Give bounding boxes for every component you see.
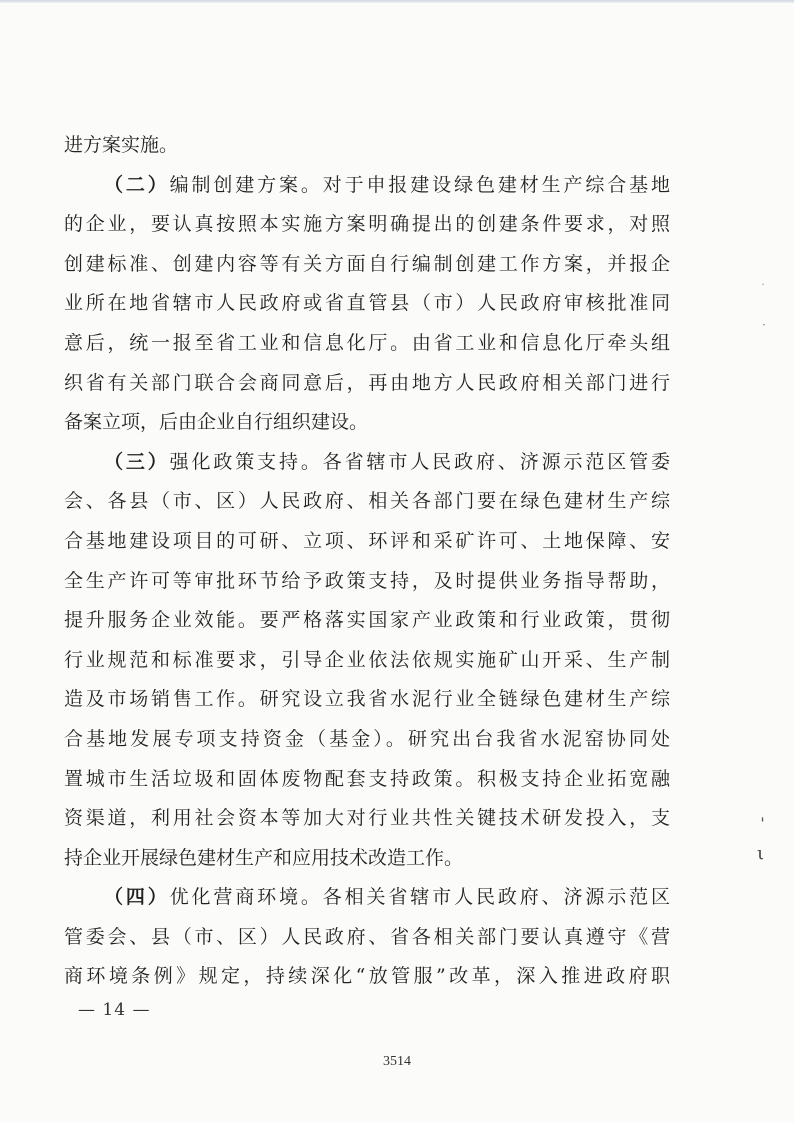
section-text: 强化政策支持。各省辖市人民政府、济源示范区管委 [169,450,670,473]
scan-artifact-icon: ι [757,843,765,864]
scan-artifact-icon: · [762,318,766,332]
text-line: 商环境条例》规定，持续深化“放管服”改革，深入推进政府职 [64,965,670,988]
text-line: 合基地发展专项支持资金（基金）。研究出台我省水泥窑协同处 [64,727,670,750]
section-heading-line [64,166,670,206]
text-line: 行业规范和标准要求，引导企业依法依规实施矿山开采、生产制 [64,648,670,671]
section-text: 编制创建方案。对于申报建设绿色建材生产综合基地 [169,173,670,196]
text-line: 合基地建设项目的可研、立项、环评和采矿许可、土地保障、安 [64,529,670,552]
text-line: 意后，统一报至省工业和信息化厅。由省工业和信息化厅牵头组 [64,331,670,354]
scan-artifact-icon: ˈ [760,815,765,836]
text-line: 织省有关部门联合会商同意后，再由地方人民政府相关部门进行 [64,371,670,394]
text-line: 资渠道，利用社会资本等加大对行业共性关键技术研发投入，支 [64,807,670,830]
section-number: （四） [104,886,170,909]
section-number: （三） [104,450,170,473]
archive-number: 3514 [383,1054,411,1069]
text-line: 管委会、县（市、区）人民政府、省各相关部门要认真遵守《营 [64,925,670,948]
text-line: 的企业，要认真按照本实施方案明确提出的创建条件要求，对照 [64,213,670,236]
section-heading-line [64,878,670,918]
text-line: 持企业开展绿色建材生产和应用技术改造工作。 [64,846,464,869]
scan-top-edge [0,0,794,3]
scan-artifact-icon: ˙ [760,282,766,296]
text-line: 进方案实施。 [64,134,179,156]
section-text: 优化营商环境。各相关省辖市人民政府、济源示范区 [169,886,670,909]
text-line: 全生产许可等审批环节给予政策支持，及时提供业务指导帮助， [64,569,670,592]
text-line: 置城市生活垃圾和固体废物配套支持政策。积极支持企业拓宽融 [64,767,670,790]
text-line: 提升服务企业效能。要严格落实国家产业政策和行业政策，贯彻 [64,609,670,632]
text-line: 会、各县（市、区）人民政府、相关各部门要在绿色建材生产综 [64,490,670,513]
page-number: — 14 — [78,1000,151,1020]
document-body [64,126,670,997]
text-line: 备案立项，后由企业自行组织建设。 [64,411,369,434]
section-number: （二） [104,173,170,196]
section-heading-line [64,443,670,483]
text-line: 业所在地省辖市人民政府或省直管县（市）人民政府审核批准同 [64,292,670,315]
text-line: 创建标准、创建内容等有关方面自行编制创建工作方案，并报企 [64,252,670,275]
text-line: 造及市场销售工作。研究设立我省水泥行业全链绿色建材生产综 [64,688,670,711]
